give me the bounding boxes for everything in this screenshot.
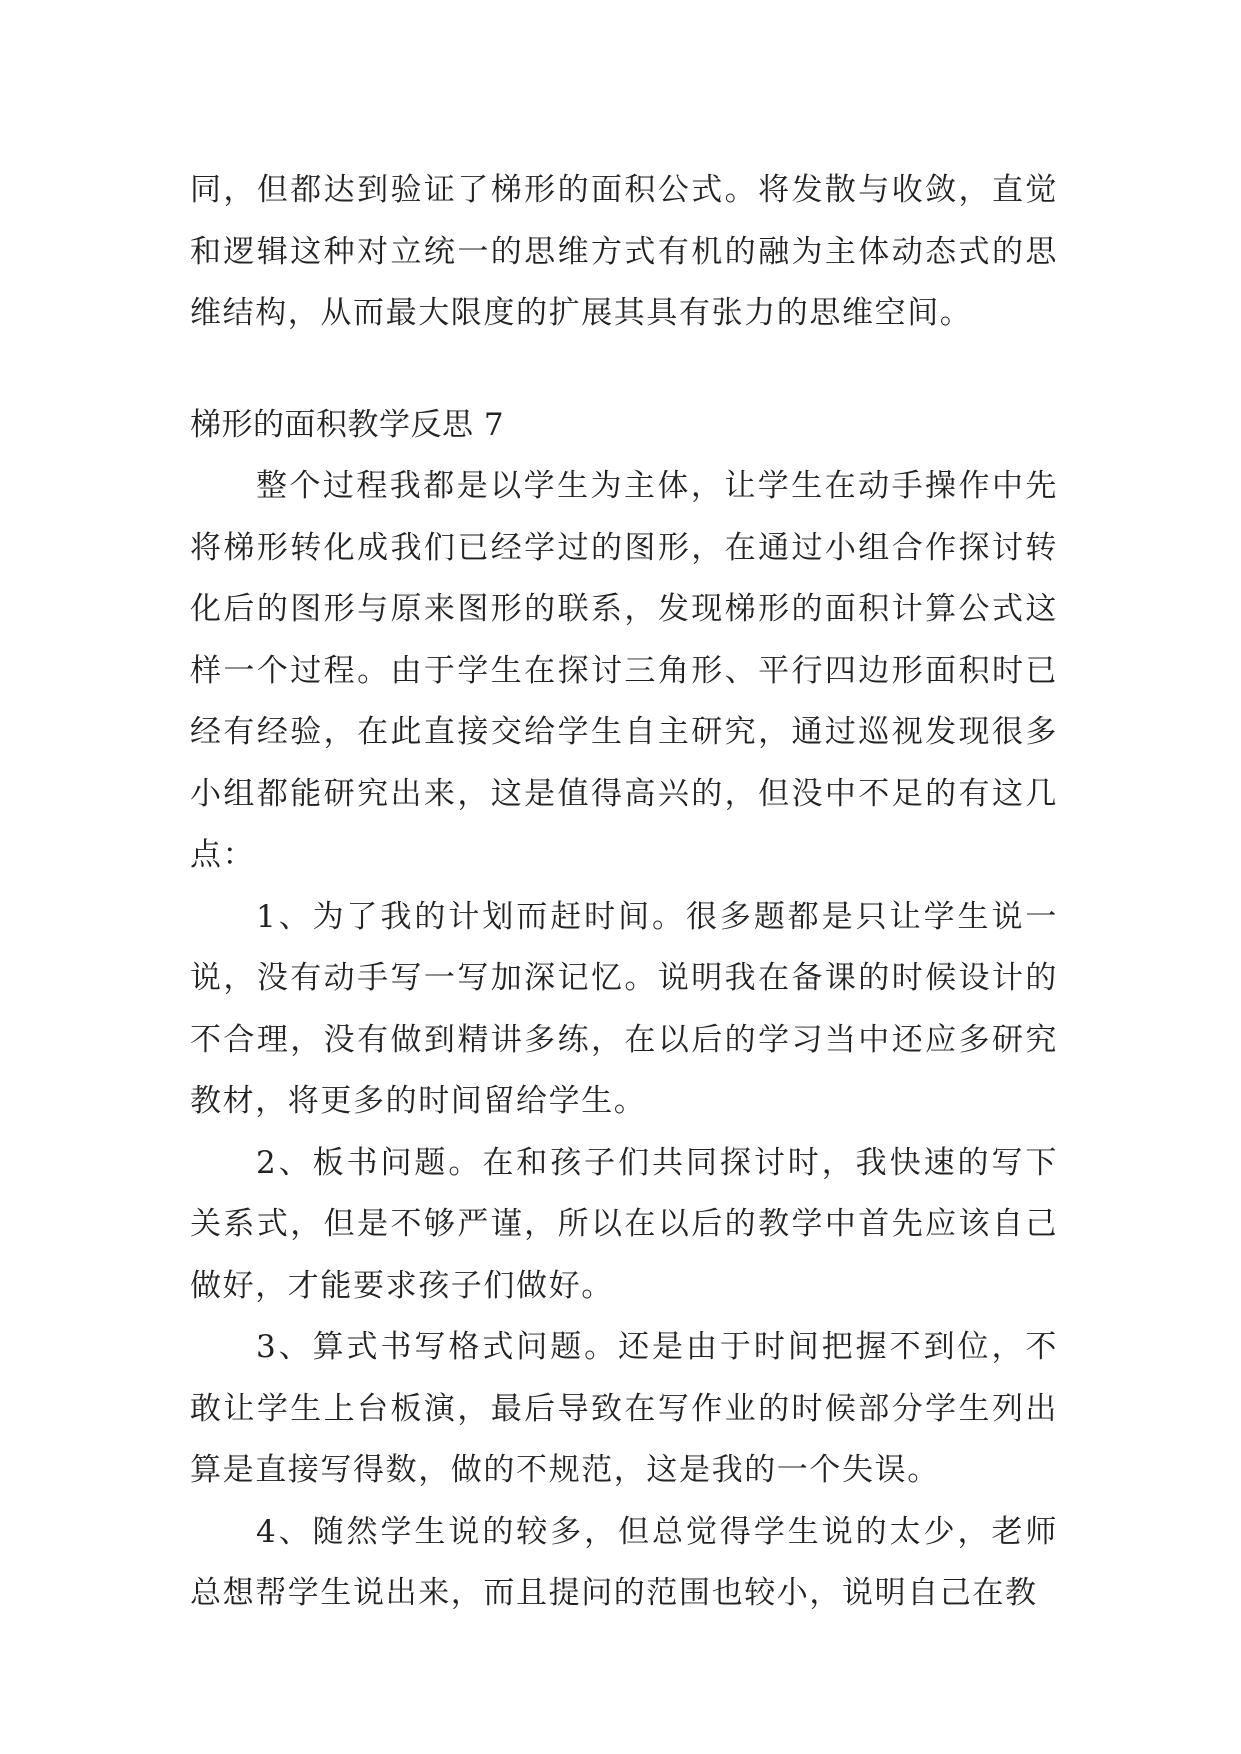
continuation-paragraph: 同，但都达到验证了梯形的面积公式。将发散与收敛，直觉和逻辑这种对立统一的思维方式有机的融为主体动态式的思维结构，从而最大限度的扩展其具有张力的思维空间。: [190, 172, 1058, 331]
paragraph-point-2: 2、板书问题。在和孩子们共同探讨时，我快速的写下关系式，但是不够严谨，所以在以后的教学中首先应该自己做好，才能要求孩子们做好。: [190, 1144, 1058, 1304]
section-title: 梯形的面积教学反思 7: [190, 406, 505, 443]
paragraph-intro: 整个过程我都是以学生为主体，让学生在动手操作中先将梯形转化成我们已经学过的图形，在通过小组合作探讨转化后的图形与原来图形的联系，发现梯形的面积计算公式这样一个过程。由于学生在探讨三角形、平行四边形面积时已经有经验，在此直接交给学生自主研究，通过巡视发现很多小组都能研究出来，这是值得高兴的，但没中不足的有这几点：: [190, 468, 1058, 873]
paragraph-point-1: 1、为了我的计划而赶时间。很多题都是只让学生说一说，没有动手写一写加深记忆。说明我在备课的时候设计的不合理，没有做到精讲多练，在以后的学习当中还应多研究教材，将更多的时间留给学生。: [190, 898, 1058, 1119]
document-body: [190, 160, 1058, 1625]
paragraph-point-4: 4、随然学生说的较多，但总觉得学生说的太少，老师总想帮学生说出来，而且提问的范围也较小，说明自己在教: [190, 1513, 1058, 1611]
paragraph-point-3: 3、算式书写格式问题。还是由于时间把握不到位，不敢让学生上台板演，最后导致在写作业的时候部分学生列出算是直接写得数，做的不规范，这是我的一个失误。: [190, 1329, 1058, 1488]
